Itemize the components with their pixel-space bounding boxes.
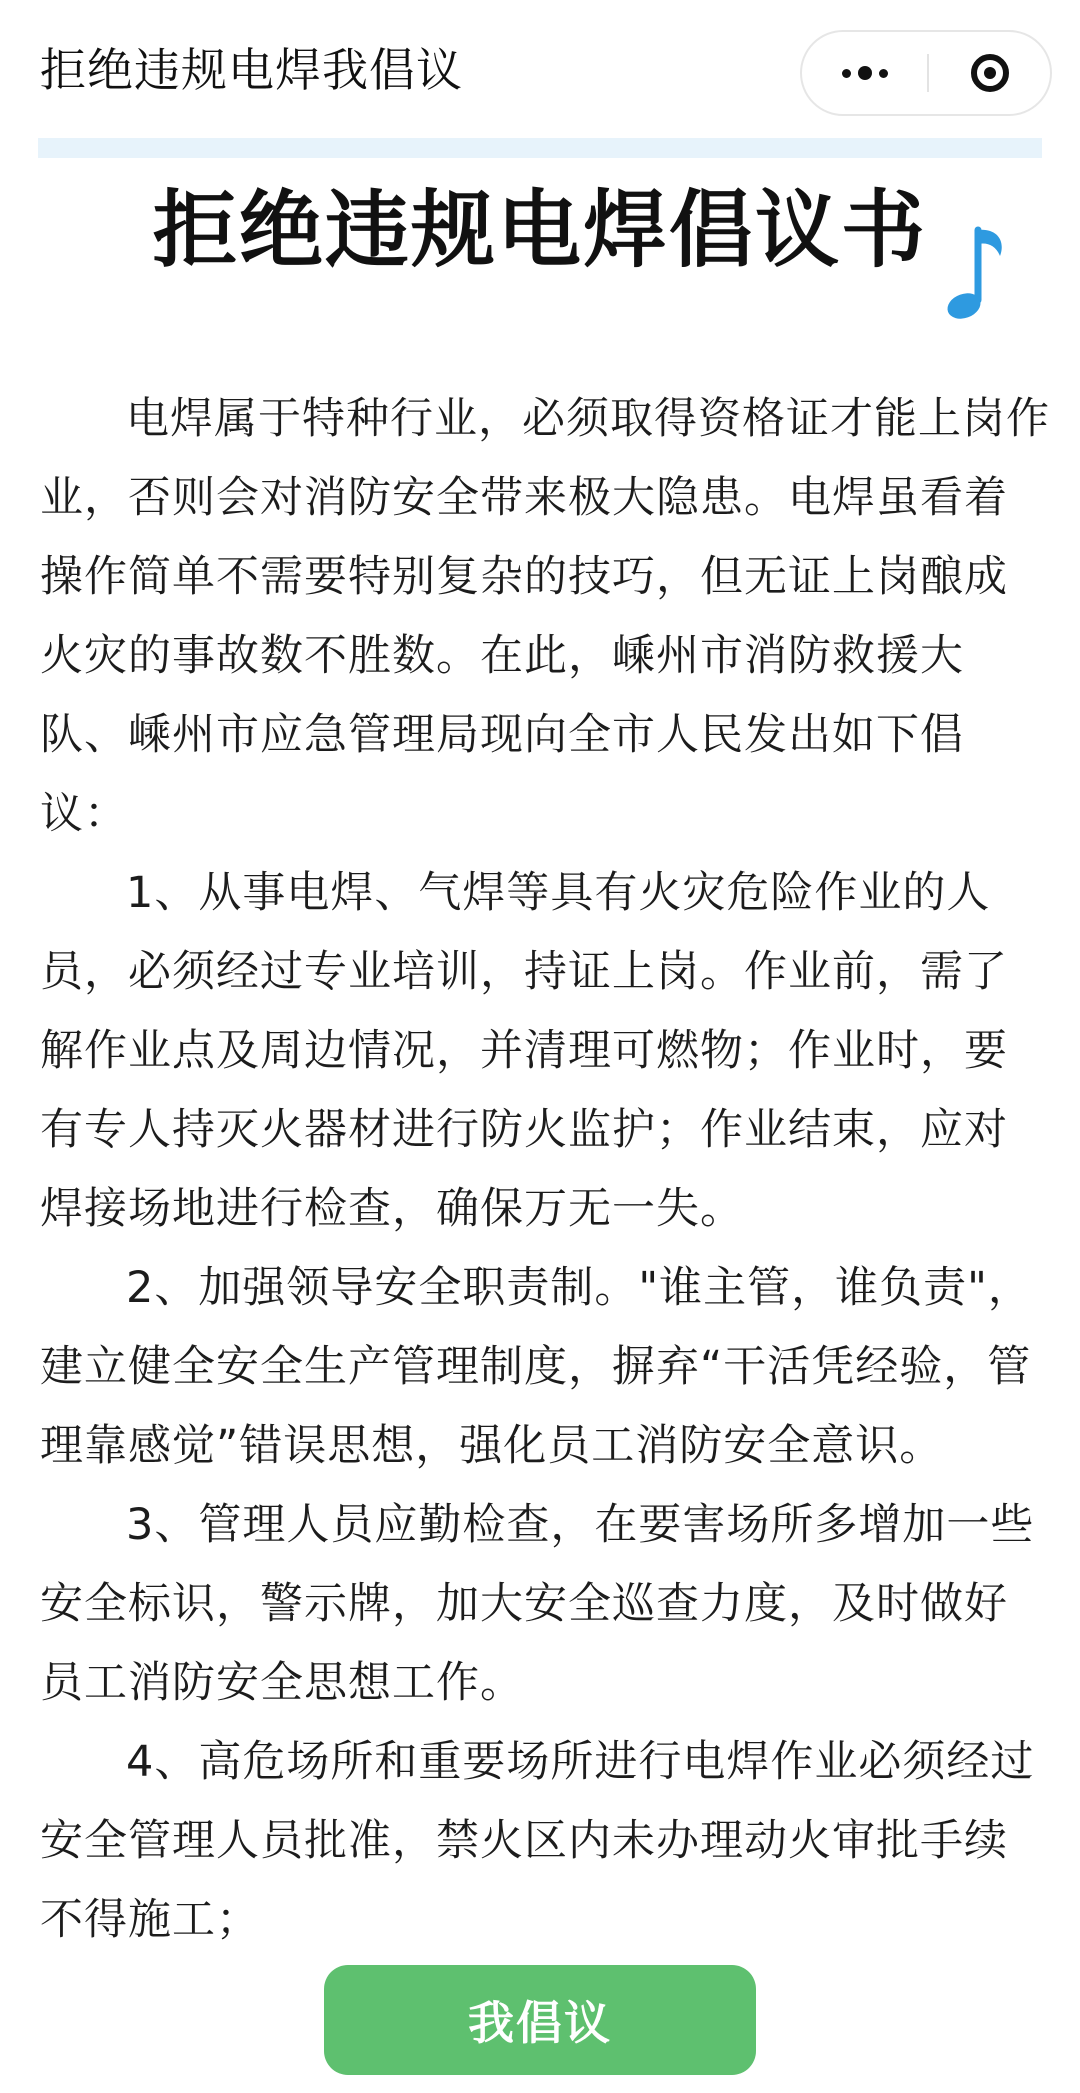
bottom-action-area [0, 1945, 1080, 2093]
nav-bar [0, 0, 1080, 130]
paragraph-item-1: 1、从事电焊、气焊等具有火灾危险作业的人员，必须经过专业培训，持证上岗。作业前，需了解作业点及周边情况，并清理可燃物；作业时，要有专人持灭火器材进行防火监护；作业结束，应对焊接场地进行检查，确保万无一失。 [40, 868, 1008, 1234]
more-button[interactable] [802, 32, 927, 114]
target-close-icon [971, 54, 1009, 92]
paragraph-item-2: 2、加强领导安全职责制。"谁主管，谁负责"，建立健全安全生产管理制度，摒弃“干活凭经验，管理靠感觉”错误思想，强化员工消防安全意识。 [40, 1263, 1032, 1471]
paragraph-item-3: 3、管理人员应勤检查，在要害场所多增加一些安全标识，警示牌，加大安全巡查力度，及时做好员工消防安全思想工作。 [40, 1500, 1035, 1708]
menu-capsule [800, 30, 1052, 116]
paragraph-item-4: 4、高危场所和重要场所进行电焊作业必须经过安全管理人员批准，禁火区内未办理动火审批手续不得施工； [40, 1737, 1035, 1945]
more-dots-icon [842, 66, 888, 80]
nav-title: 拒绝违规电焊我倡议 [40, 43, 463, 97]
paragraph-intro: 电焊属于特种行业，必须取得资格证才能上岗作业，否则会对消防安全带来极大隐患。电焊虽看着操作简单不需要特别复杂的技巧，但无证上岗酿成火灾的事故数不胜数。在此，嵊州市消防救援大队、嵊州市应急管理局现向全市人民发出如下倡议： [40, 394, 1050, 839]
decorative-strip [38, 138, 1042, 158]
music-note-icon [938, 222, 1008, 332]
close-button[interactable] [929, 32, 1050, 114]
article-heading: 拒绝违规电焊倡议书 [152, 181, 927, 279]
pledge-button[interactable]: 我倡议 [324, 1965, 756, 2075]
article-body [40, 380, 1050, 1945]
